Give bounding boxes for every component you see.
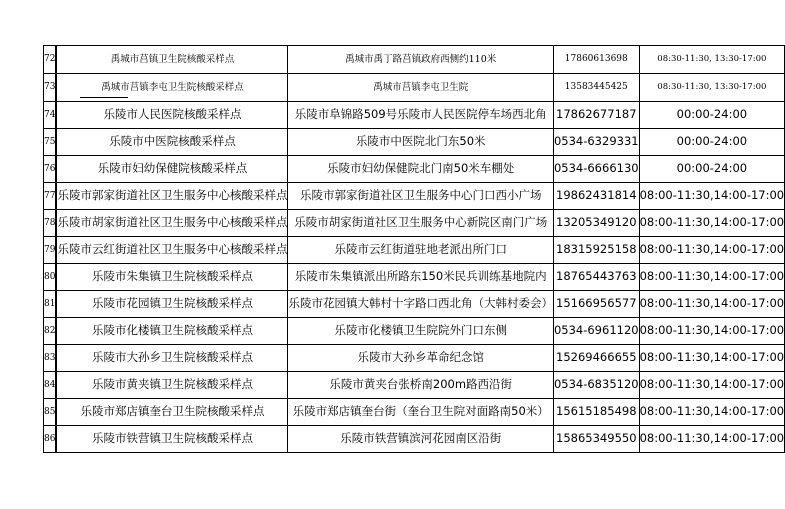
site-name: 乐陵市人民医院核酸采样点 (57, 102, 288, 129)
table-body (44, 46, 785, 453)
site-address: 乐陵市云红街道驻地老派出所门口 (288, 237, 554, 264)
contact-phone: 15865349550 (553, 426, 639, 453)
row-number: 78 (44, 210, 56, 237)
site-address: 乐陵市中医院北门东50米 (288, 129, 554, 156)
site-address: 乐陵市妇幼保健院北门南50米车棚处 (288, 156, 554, 183)
service-hours: 00:00-24:00 (639, 129, 785, 156)
table-row (44, 74, 785, 102)
row-number: 72 (44, 46, 56, 74)
service-hours: 00:00-24:00 (639, 102, 785, 129)
contact-phone: 0534-6961120 (553, 318, 639, 345)
table-row (44, 210, 785, 237)
site-address: 乐陵市大孙乡革命纪念馆 (288, 345, 554, 372)
service-hours: 08:00-11:30,14:00-17:00 (639, 264, 785, 291)
service-hours: 08:00-11:30,14:00-17:00 (639, 372, 785, 399)
row-number: 73 (44, 74, 56, 102)
service-hours: 08:00-11:30,14:00-17:00 (639, 345, 785, 372)
row-number: 81 (44, 291, 56, 318)
contact-phone: 17862677187 (553, 102, 639, 129)
table-row (44, 156, 785, 183)
service-hours: 08:00-11:30,14:00-17:00 (639, 399, 785, 426)
contact-phone: 13205349120 (553, 210, 639, 237)
contact-phone: 0534-6666130 (553, 156, 639, 183)
row-number: 77 (44, 183, 56, 210)
row-number: 83 (44, 345, 56, 372)
service-hours: 08:30-11:30, 13:30-17:00 (639, 74, 785, 102)
site-name: 乐陵市黄夹镇卫生院核酸采样点 (57, 372, 288, 399)
site-address: 乐陵市朱集镇派出所路东150米民兵训练基地院内 (288, 264, 554, 291)
row-number: 74 (44, 102, 56, 129)
table-row (44, 264, 785, 291)
divider-line (80, 97, 128, 98)
service-hours: 08:00-11:30,14:00-17:00 (639, 318, 785, 345)
row-number: 79 (44, 237, 56, 264)
table-row (44, 129, 785, 156)
row-number: 76 (44, 156, 56, 183)
row-number: 86 (44, 426, 56, 453)
site-address: 乐陵市郑店镇奎台街（奎台卫生院对面路南50米） (288, 399, 554, 426)
site-name: 乐陵市妇幼保健院核酸采样点 (57, 156, 288, 183)
contact-phone: 15269466655 (553, 345, 639, 372)
table-row (44, 291, 785, 318)
site-name: 乐陵市云红街道社区卫生服务中心核酸采样点 (57, 237, 288, 264)
table-row (44, 46, 785, 74)
site-address: 禹城市莒镇李屯卫生院 (288, 74, 554, 102)
service-hours: 00:00-24:00 (639, 156, 785, 183)
table-row (44, 372, 785, 399)
service-hours: 08:00-11:30,14:00-17:00 (639, 183, 785, 210)
site-name: 乐陵市郭家街道社区卫生服务中心核酸采样点 (57, 183, 288, 210)
row-number: 75 (44, 129, 56, 156)
contact-phone: 13583445425 (553, 74, 639, 102)
site-name: 乐陵市朱集镇卫生院核酸采样点 (57, 264, 288, 291)
site-address: 乐陵市铁营镇滨河花园南区沿街 (288, 426, 554, 453)
table-row (44, 318, 785, 345)
contact-phone: 18765443763 (553, 264, 639, 291)
site-address: 乐陵市郭家街道社区卫生服务中心门口西小广场 (288, 183, 554, 210)
contact-phone: 0534-6329331 (553, 129, 639, 156)
row-number: 85 (44, 399, 56, 426)
site-name: 乐陵市胡家街道社区卫生服务中心核酸采样点 (57, 210, 288, 237)
contact-phone: 19862431814 (553, 183, 639, 210)
contact-phone: 15615185498 (553, 399, 639, 426)
contact-phone: 18315925158 (553, 237, 639, 264)
site-address: 乐陵市花园镇大韩村十字路口西北角（大韩村委会） (288, 291, 554, 318)
site-address: 乐陵市化楼镇卫生院院外门口东侧 (288, 318, 554, 345)
table-row (44, 345, 785, 372)
table-row (44, 102, 785, 129)
service-hours: 08:00-11:30,14:00-17:00 (639, 426, 785, 453)
site-name: 禹城市莒镇卫生院核酸采样点 (57, 46, 288, 74)
row-number: 84 (44, 372, 56, 399)
site-name: 乐陵市铁营镇卫生院核酸采样点 (57, 426, 288, 453)
row-number: 80 (44, 264, 56, 291)
contact-phone: 15166956577 (553, 291, 639, 318)
site-address: 乐陵市阜锦路509号乐陵市人民医院停车场西北角 (288, 102, 554, 129)
site-name: 乐陵市大孙乡卫生院核酸采样点 (57, 345, 288, 372)
table-row (44, 183, 785, 210)
sampling-site-table (43, 45, 785, 453)
site-name: 乐陵市中医院核酸采样点 (57, 129, 288, 156)
site-address: 乐陵市黄夹台张桥南200m路西沿街 (288, 372, 554, 399)
site-address: 乐陵市胡家街道社区卫生服务中心新院区南门广场 (288, 210, 554, 237)
service-hours: 08:00-11:30,14:00-17:00 (639, 210, 785, 237)
site-name: 乐陵市郑店镇奎台卫生院核酸采样点 (57, 399, 288, 426)
row-number: 82 (44, 318, 56, 345)
site-name: 乐陵市花园镇卫生院核酸采样点 (57, 291, 288, 318)
service-hours: 08:00-11:30,14:00-17:00 (639, 291, 785, 318)
site-name: 乐陵市化楼镇卫生院核酸采样点 (57, 318, 288, 345)
table-row (44, 426, 785, 453)
service-hours: 08:00-11:30,14:00-17:00 (639, 237, 785, 264)
site-name: 禹城市莒镇李屯卫生院核酸采样点 (57, 74, 288, 102)
table-row (44, 399, 785, 426)
table-row (44, 237, 785, 264)
site-address: 禹城市禹丁路莒镇政府西侧约110米 (288, 46, 554, 74)
contact-phone: 17860613698 (553, 46, 639, 74)
service-hours: 08:30-11:30, 13:30-17:00 (639, 46, 785, 74)
contact-phone: 0534-6835120 (553, 372, 639, 399)
